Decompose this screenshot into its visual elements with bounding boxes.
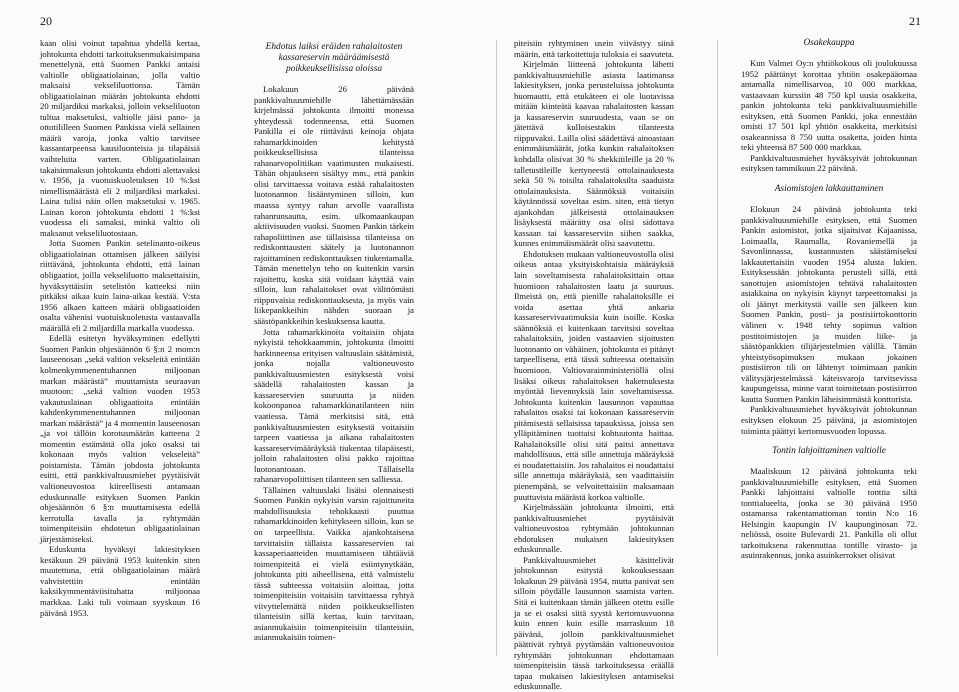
paragraph: Edellä esitetyn hyväksyminen edellytti Suomen Pankin ohjesäännön 6 §:n 2 mom:n lauseenosan „sekä valtion vekseleitä enintään kolmenkymmenentuhannen miljoonan markan määrästä” muuttamista seuraavan muotoon: „sekä valtion vuoden 1953 vakautuslainan obligaatioita enintään kahdenkymmenentuhannen miljoonan markan määrästä” ja 4 momentin lauseenosan „ja voi tällöin korotusmäärän katteena 2 momentin estämättä olla joko osaksi tai kokonaan myös valtion vekseleitä” poistamista. Tämän johdosta johtokunta esitti, että pankkivaltuusmiehet pyytäisivät valtioneuvostoa kiireellisesti antamaan eduskunnalle esityksen Suomen Pankin ohjesäännön 6 §:n muuttamisesta edellä kerrotulla tavalla ja ryhtymään toimenpiteisiin ehdotetun obligaatiolainan järjestämiseksi. — [40, 333, 200, 544]
section-heading: Tontin lahjoittaminen valtiolle — [772, 446, 886, 457]
paragraph: kaan olisi voinut tapahtua yhdellä kertaa, johtokunta ehdotti tarkoituksenmukaisimpana menettelynä, että Suomen Pankki antaisi valtiolle obligaatiolainan, jolla valtio maksaisi vekseliluottonsa. Tämän obligaatiolainan määrän johtokunta ehdotti 20 miljardiksi markaksi, jolloin vekseliluoton tultua maksetuksi, valtiolle jäisi pano- ja ottotililleen Suomen Pankissa vielä sellainen määrä varoja, jonka valtio tarvitsee kassantarpeensa kausiluonteisia ja tilapäisiä vaihteluita varten. Obligaatiolainan takaisinmaksun johtokunta ehdotti alettavaksi v. 1956, ja vuotuiskuoletuksen 10 %:ksi nimellismäärästä eli 2 miljardiksi markaksi. Laina tulisi näin ollen maksetuksi v. 1965. Lainan koron johtokunta ehdotti 1 %:ksi vuodessa eli samaksi, minkä valtio oli maksanut vekseliluotostaan. — [40, 38, 200, 238]
paragraph: Elokuun 24 päivänä johtokunta teki pankkivaltuusmiehille esityksen, että Suomen Pankin asiomistot, jotka sijaitsivat Kajaanissa, Loimaalla, Raumalla, Rovaniemellä ja Savonlinnassa, kustannusten säästämiseksi lakkautettaisiin vuoden 1954 alusta lukien. Esityksessään johtokunta perusteli sillä, että sanottujen asiomistojen tehtävä rahalaitosten asiakkaina on nykyisin käynyt tarpeettomaksi ja oli jäänyt merkitystä vaille sen jälkeen kun Suomen Pankin, posti- ja postisiirtokonttorin välinen v. 1948 tehty sopimus valtion postitoimistojen ja muiden liike- ja säästöpankkien tilijärjestelmien välillä. Tämän yhteistyösopimuksen mukaan jokainen postisiirron tili on lähtenyt toimimaan pankin välitysjärjestelmässä käteisvaroja tarvitsevissa kaupungeissa, minne varat toimitetaan postisiirron kautta Suomen Pankin läheisimmästä konttorista. — [741, 204, 917, 404]
column-3 — [514, 38, 674, 692]
paragraph: Jotta rahamarkkinoita voitaisiin ohjata nykyistä tehokkaammin, johtokunta ilmoitti harkinneensa erityisen valtuuslain säätämistä, jonka nojalla valtioneuvosto pankkivaltuusmiesten esityksestä voisi säädellä rahalaitosten kassan ja kassareservien suuruutta ja niiden kokoonpanoa rahamarkkinatilanteen niin vaatiessa. Tämä merkitsisi sitä, että pankkivaltuusmiesten esityksestä voitaisiin tarpeen vaatiessa ja aikana rahalaitosten kassareservimääräyksiä tiukentaa tilapäisesti, jolloin rahalaitosten olisi pakko rajoittaa luotonantoaan. Tällaisella rahanarvopoliittisen tilanteen sen salliessa. — [254, 326, 414, 485]
paragraph: Kirjelmässään johtokunta ilmoitti, että pankkivaltuusmiehet pyytäisivät valtioneuvostoa ryhtymään johtokunnan ehdotuksen mukaisen lakiesityksen eduskunnalle. — [514, 502, 674, 555]
paragraph: Kun Valmet Oy:n yhtiökokous oli joulukuussa 1952 päättänyt korottaa yhtiön osakepääomaa antamalla nimellisarvoa, 10 000 markkaa, vastaavaan kurssiin 48 750 kpl uusia osakkeita, pankin johtokunta teki pankkivaltuusmiehille esityksen, että Suomen Pankki, joka ennestään omisti 17 501 kpl yhtiön osakkeita, merkitsisi osakeannissa 8 750 uutta osaketta, joiden hinta teki yhteensä 87 500 000 markkaa. — [741, 58, 917, 153]
section-heading: Osakekauppa — [803, 38, 855, 48]
paragraph: Tällainen valtuuslaki lisäisi olennaisesti Suomen Pankin nykyisin varsin rajoittuneita mahdollisuuksia tehokkaasti puuttua rahamarkkinoiden kehitykseen silloin, kun se on tarpeellista. Vaikka ajankohtaisena tarvittaisiin tällaista kassareservien tai kassaperiaatteiden muuttamiseen tähtääviä toimenpiteitä ei vielä esiintynytkään, johtokunta piti aiheellisena, että valmistelu tässä suhteessa voitaisiin aloittaa, jotta toimenpiteisiin voitaisiin tarvittaessa ryhtyä viivyttelemättä niiden poikkeuksellisten tilanteisiin sillä kertaa, kuin tarvitaan, asianmukaisiin toimenpiteisiin tilanteisiin, asianmukaisiin toimen- — [254, 484, 414, 643]
paragraph: Kirjelmän liitteenä johtokunta lähetti pankkivaltuusmiehille asiasta laatimansa lakiesityksen, jonka perusteluissa johtokunta huomautti, että etukäteen ei ole luotavissa mitään kiinteätä kaavaa rahalaitosten kassan ja kassareservin suuruudesta, vaan se on jätettävä kulloisestakin tilanteesta riippuvaksi. Lailla olisi säädettävä ainoastaan enimmäismäärät, jotka kunkin rahalaitoksen kohdalla olisivat 30 % shekkitileille ja 20 % talletustileille kertyneestä ottolainauksesta sekä 50 % toisilta rahalaitoksilta saaduista ottolainauksista. Säännöksiä voitaisiin käytännössä soveltaa esim. siten, että tietyn ajankohdan jälkeisestä ottolainauksen lisäyksestä määrätty osa olisi sidottava kassaan tai kassareserviin siihen saakka, kunnes enimmäismäärät olisi saavutettu. — [514, 59, 674, 249]
column-divider — [496, 40, 497, 656]
column-divider — [717, 40, 718, 656]
column-1 — [40, 38, 200, 618]
page-number-right: 21 — [909, 14, 921, 28]
column-4 — [741, 38, 917, 561]
paragraph: Jotta Suomen Pankin setelinanto-oikeus obligaatiolainan ottamisen jälkeen säilyisi riittävänä, johtokunta ehdotti, että lainan obligaatiot, joilla vekseliluotto maksettaisiin, hyväksyttäisiin setelistön katteeksi niin pitkäksi aikaa kuin laina-aikaa kestää. V:sta 1956 alkaen katteen määrä obligaatioiden osalta vähenisi vuotuiskuoletusta vastaavalla määrällä eli 2 miljardilla markalla vuodessa. — [40, 238, 200, 333]
paragraph: Pankkivaltuusmiehet käsittelivät johtokunnan esitystä kokouksessaan lokakuun 29 päivänä 1954, mutta panivat sen silloin pöydälle lausunnon saamista varten. Sitä ei kuitenkaan tämän jälkeen otettu esille ja se ei osaksi siitä syystä kertomusvuonna kuin ennen kuin esille marraskuun 18 päivänä, jolloin pankkivaltuusmiehet päättivät ryhtyä pyytämään valtioneuvostoa ryhtymään johtokunnan ehdottamaan toimenpiteisiin tässä tarkoituksessa eräällä tapaa mukaisen lakiesityksen antamiseksi eduskunnalle. — [514, 554, 674, 692]
paragraph: Pankkivaltuusmiehet hyväksyivät johtokunnan esityksen tammikuun 22 päivänä. — [741, 152, 917, 174]
paragraph: Lokakuun 26 päivänä pankkivaltuusmiehille lähettämässään kirjelmässä johtokunta ilmoitti monessa yhteydessä todenneensa, että Suomen Pankilla ei ole riittävästi keinoja ohjata rahamarkkinoiden kehitystä poikkeuksellisissa tilanteissa rahanarvopolitiikan vaatimusten mukaisesti. Tähän ohjaukseen sisältyy mm., että pankin olisi tarvittaessa voitava estää rahalaitosten luotonannon lisääntyminen silloin, kun maassa syntyy rahan arvolle vaarallista rahanrunsautta, esim. ulkomaankaupan aktiivisuuden vuoksi. Suomen Pankin tärkein rahapoliittinen ase tällaisissa tilanteissa on rediskonttausten säätely ja luotonannon rajoittaminen rediskonttauksen tiukentamalla. Tämän menettelyn teho on kuitenkin varsin rajoitettu, koska sitä voidaan käyttää vain silloin, kun rahalaitokset ovat välittömästi riippuvaisia rediskonttauksesta, ja myös vain liikepankkeihin nähden suoraan ja säästöpankkeihin keskuksensa kautta. — [254, 84, 414, 327]
paragraph: Eduskunta hyväksyi lakiesityksen kesäkuun 29 päivänä 1953 kuitenkin siten muutettuna, että obligaatiolainan määrä vahvistettiin enintään kaksikymmentäviisituhatta miljoonaa markkaa. Laki tuli voimaan syyskuun 16 päivänä 1953. — [40, 544, 200, 618]
paragraph: piteisiin ryhtyminen usein viivästyy siinä määrin, että tarkoitettuja tuloksia ei saavuteta. — [514, 38, 674, 59]
paragraph: Maaliskuun 12 päivänä johtokunta teki pankkivaltuusmiehille esityksen, että Suomen Pankki lahjoittaisi valtiolle tonttia siltä tonttialueelta, jonka se 30 päivänä 1950 ostamansa rakentamattoman tontin N:o 16 Helsingin kaupungin IV kaupunginosan 72. neliössä, osoite Bulevardi 21. Pankilla oli ollut tarkoituksena rakennuttaa tontille virasto- ja asuinrakennus, jonka asuinkerrokset olisivat — [741, 466, 917, 561]
section-heading: Ehdotus laiksi eräiden rahalaitosten kassareservin määräämisestä poikkeuksellisissa oloissa — [265, 42, 403, 74]
section-heading: Asiomistojen lakkauttaminen — [774, 184, 884, 195]
page-number-left: 20 — [40, 14, 52, 28]
column-2 — [254, 38, 414, 643]
paragraph: Pankkivaltuusmiehet hyväksyivät johtokunnan esityksen elokuun 25 päivänä, ja asiomistojen toiminta päättyi kertomusvuoden lopussa. — [741, 404, 917, 436]
paragraph: Ehdotuksen mukaan valtioneuvostolla olisi oikeus antaa yksityiskohtaisia määräyksiä lain soveltamisesta rahalaitoksittain ottaa huomioon rahalaitosten laatu ja suuruus. Ilmeistä on, että pienille rahalaitoksille ei voida asettaa yhtä ankaria kassareservivaatimuksia kuin isoille. Koska säännöksiä ei kuitenkaan tarvitsisi soveltaa rahalaitoksiin, joiden vastaavien sijoitusten luotonanto on vähäinen, johtokunta ei pitänyt tarpeellisena, että tässä suhteessa otettaisiin huomioon. Valtiovarainministeriöllä olisi lisäksi oikeus rahalaitoksen hakemuksesta myöntää lievennyksiä lain soveltamisessa. Johtokunta kuitenkin lausunnon vapauttaa rahalaitos osaksi tai kokonaan kassareservin pitämisestä sellaisissa tapauksissa, joissa sen ylläpitäminen tuottaisi kohtuutonta haittaa. Rahalaitoksille olisi sitä paitsi annettava mahdollisuus, että sille annettuja määräyksiä ei noudatettaisiin. Jos rahalaitos ei noudattaisi sille annettuja määräyksiä, sen vaadittaisiin pienempänä, se velvoitettaisiin maksamaan puuttuvista määrästä korkoa valtiolle. — [514, 248, 674, 502]
